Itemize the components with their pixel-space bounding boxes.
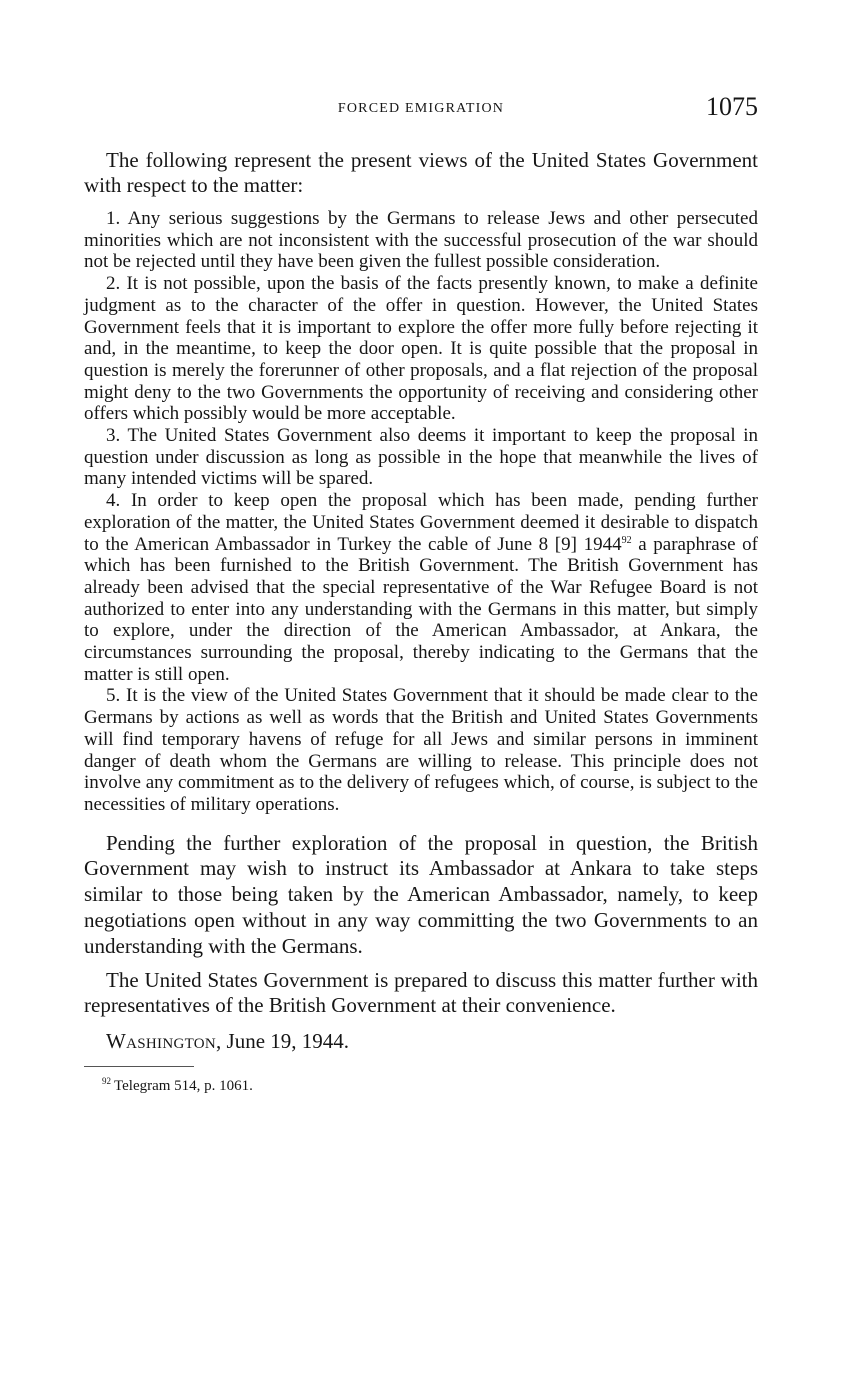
page-number: 1075 xyxy=(706,92,758,121)
numbered-views-list xyxy=(84,208,758,816)
signoff-place: Washington xyxy=(106,1029,217,1054)
signoff-line xyxy=(84,1029,758,1054)
footnote-number: 92 xyxy=(102,1076,111,1087)
list-item: 3. The United States Government also deems it important to keep the proposal in question under discussion as long as possible in the hope that meanwhile the lives of many intended victims will be spared. xyxy=(84,425,758,490)
list-item: 5. It is the view of the United States Government that it should be made clear to the Germans by actions as well as words that the British and United States Governments will find temporary havens of refuge for all Jews and similar persons in imminent danger of death whom the Germans are willing to release. This principle does not involve any commitment as to the delivery of refugees which, of course, is subject to the necessities of military operations. xyxy=(84,685,758,815)
document-page xyxy=(84,0,758,1095)
intro-paragraph: The following represent the present views of the United States Government with respect to the matter: xyxy=(84,148,758,197)
footnote-reference: 92 xyxy=(621,534,632,546)
running-title: FORCED EMIGRATION xyxy=(337,101,505,116)
footnote-divider xyxy=(84,1066,194,1067)
page-header xyxy=(84,90,758,130)
list-item-text-before-note: 4. In order to keep open the proposal which has been made, pending further exploration of the matter, the United States Government deemed it desirable to dispatch to the American Ambassador in Turkey the cable of June 8 [9] 1944 xyxy=(84,490,758,555)
body-paragraph: Pending the further exploration of the proposal in question, the British Government may wish to instruct its Ambassador at Ankara to take steps similar to those being taken by the American Ambassador, namely, to keep negotiations open without in any way committing the two Governments to an understanding with the Germans. xyxy=(84,830,758,958)
list-item: 1. Any serious suggestions by the Germans to release Jews and other persecuted minorities which are not inconsistent with the successful prosecution of the war should not be rejected until they have been given the fullest possible consideration. xyxy=(84,208,758,273)
body-paragraph: The United States Government is prepared to discuss this matter further with representatives of the British Government at their convenience. xyxy=(84,967,758,1018)
list-item xyxy=(84,490,758,685)
footnote xyxy=(102,1077,758,1095)
list-item-text-after-note: a paraphrase of which has been furnished to the British Government. The British Government has already been advised that the special representative of the War Refugee Board is not authorized to enter into any understanding with the Germans in this matter, but simply to explore, under the direction of the American Ambassador, at Ankara, the circumstances surrounding the proposal, thereby indicating to the Germans that the matter is still open. xyxy=(84,533,759,685)
list-item: 2. It is not possible, upon the basis of the facts presently known, to make a definite judgment as to the character of the offer in question. However, the United States Government feels that it is important to explore the offer more fully before rejecting it and, in the meantime, to keep the door open. It is quite possible that the proposal in question is merely the forerunner of other proposals, and a flat rejection of the proposal might deny to the two Governments the opportunity of receiving and considering other offers which possibly would be more acceptable. xyxy=(84,273,758,425)
signoff-date: , June 19, 1944. xyxy=(216,1029,350,1054)
footnote-text: Telegram 514, p. 1061. xyxy=(114,1078,253,1095)
